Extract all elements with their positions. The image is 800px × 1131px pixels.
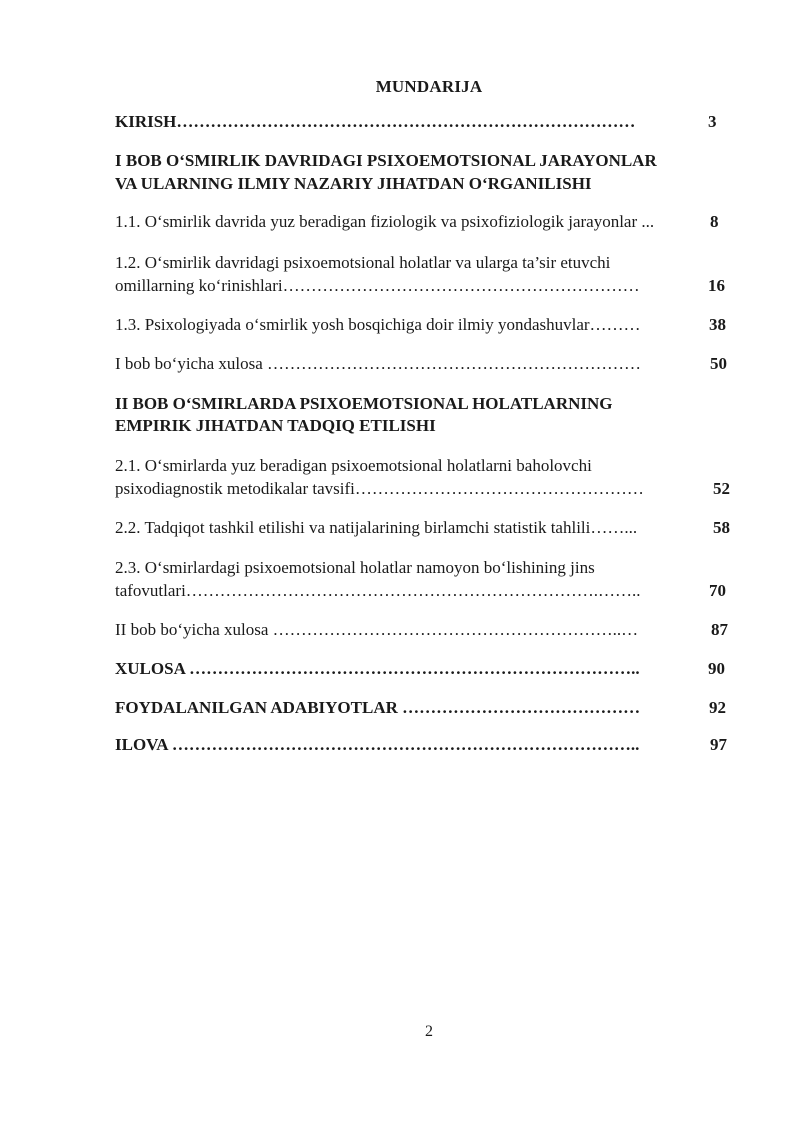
toc-page-2-3: 70	[709, 581, 726, 600]
toc-entry-1-1: 1.1. O‘smirlik davrida yuz beradigan fiziologik va psixofiziologik jarayonlar ...	[115, 212, 655, 231]
toc-page-1-3: 38	[709, 315, 726, 334]
page-title: MUNDARIJA	[375, 77, 483, 96]
toc-page-1-2: 16	[708, 276, 725, 295]
toc-page-xulosa: 90	[708, 659, 725, 678]
toc-entry-bob1-xulosa: I bob bo‘yicha xulosa …………………………………………………………	[115, 354, 642, 373]
toc-entry-2-2: 2.2. Tadqiqot tashkil etilishi va natijalarining birlamchi statistik tahlili……...	[115, 518, 638, 537]
toc-entry-adabiyotlar: FOYDALANILGAN ADABIYOTLAR ……………………………………	[115, 698, 641, 717]
toc-page-kirish: 3	[708, 112, 717, 131]
toc-entry-2-1-line2: psixodiagnostik metodikalar tavsifi……………………………………………	[115, 479, 644, 498]
page-number: 2	[425, 1023, 433, 1040]
toc-entry-2-1-line1: 2.1. O‘smirlarda yuz beradigan psixoemotsional holatlarni baholovchi	[115, 456, 592, 475]
toc-entry-ilova: ILOVA ………………………………………………………………………..	[115, 735, 640, 754]
toc-page-2-2: 58	[713, 518, 730, 537]
toc-entry-1-3: 1.3. Psixologiyada o‘smirlik yosh bosqichiga doir ilmiy yondashuvlar………	[115, 315, 641, 334]
toc-heading-bob1-line2: VA ULARNING ILMIY NAZARIY JIHATDAN O‘RGANILISHI	[115, 174, 592, 193]
toc-page-adabiyotlar: 92	[709, 698, 726, 717]
toc-entry-1-2-line2: omillarning ko‘rinishlari………………………………………………………	[115, 276, 640, 295]
toc-page-bob1-xulosa: 50	[710, 354, 727, 373]
toc-heading-bob2-line1: II BOB O‘SMIRLARDA PSIXOEMOTSIONAL HOLATLARNING	[115, 394, 613, 413]
toc-page-2-1: 52	[713, 479, 730, 498]
toc-heading-bob1-line1: I BOB O‘SMIRLIK DAVRIDAGI PSIXOEMOTSIONAL JARAYONLAR	[115, 151, 657, 170]
toc-page-bob2-xulosa: 87	[711, 620, 728, 639]
toc-entry-bob2-xulosa: II bob bo‘yicha xulosa ……………………………………………………..…	[115, 620, 639, 639]
toc-entry-xulosa: XULOSA ……………………………………………………………………..	[115, 659, 640, 678]
toc-page-ilova: 97	[710, 735, 727, 754]
toc-page-1-1: 8	[710, 212, 719, 231]
toc-heading-bob2-line2: EMPIRIK JIHATDAN TADQIQ ETILISHI	[115, 416, 436, 435]
toc-entry-kirish: KIRISH………………………………………………………………………	[115, 112, 636, 131]
toc-entry-2-3-line2: tafovutlari……………………………………………………………….……..	[115, 581, 641, 600]
toc-entry-2-3-line1: 2.3. O‘smirlardagi psixoemotsional holatlar namoyon bo‘lishining jins	[115, 558, 595, 577]
toc-entry-1-2-line1: 1.2. O‘smirlik davridagi psixoemotsional holatlar va ularga ta’sir etuvchi	[115, 253, 611, 272]
